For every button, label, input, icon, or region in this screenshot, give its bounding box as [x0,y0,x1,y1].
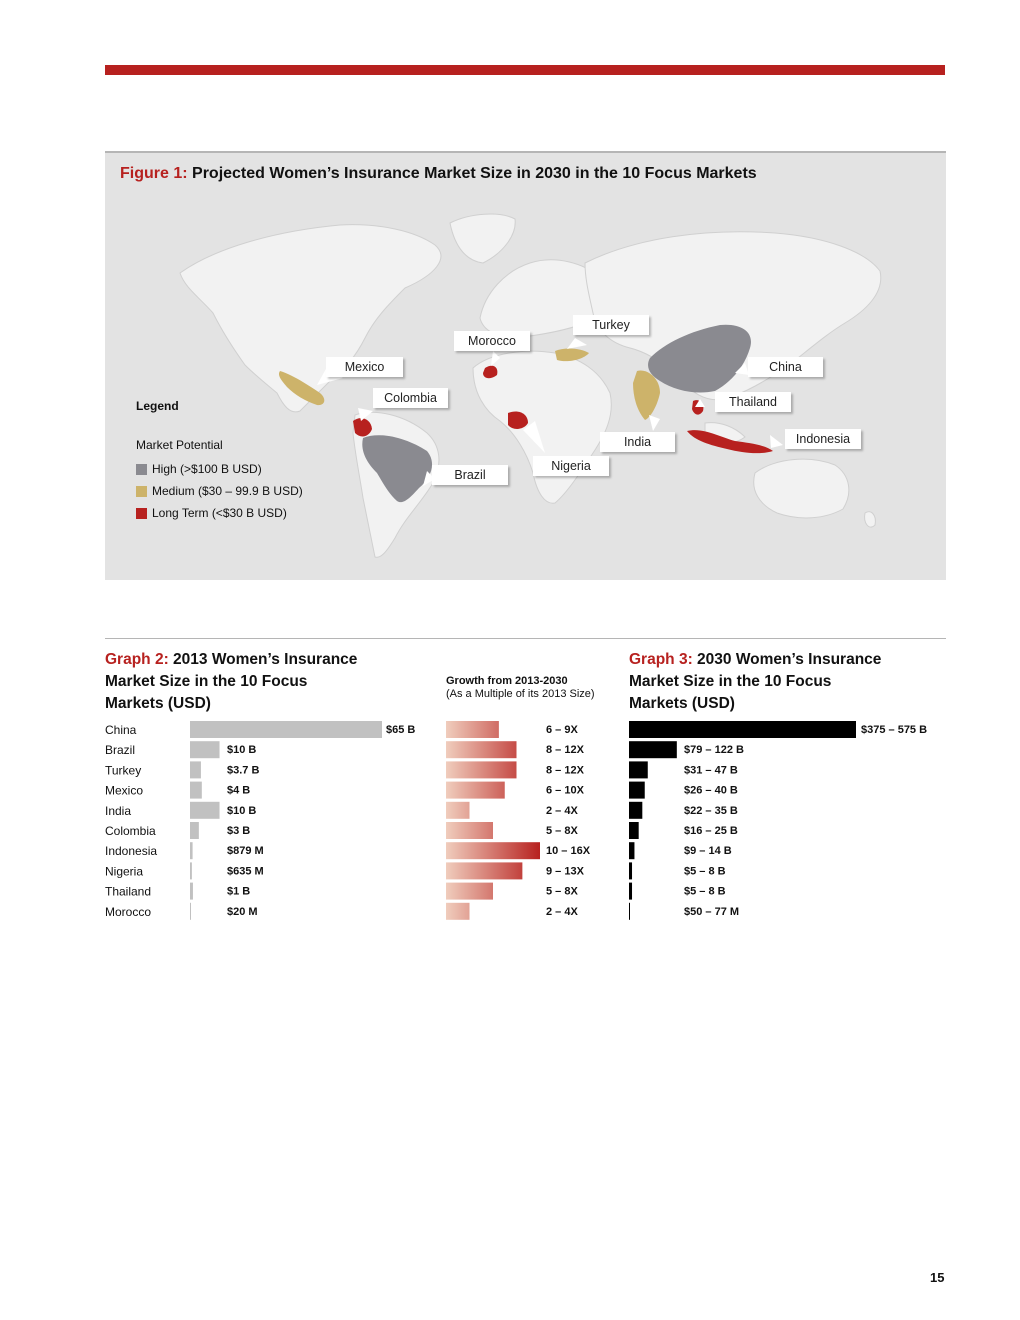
value-label-2013: $3.7 B [227,764,260,777]
page-number: 15 [930,1270,945,1285]
bar-2013 [190,842,193,859]
value-label-2030: $50 – 77 M [684,905,740,918]
bar-growth [446,842,540,859]
bar-growth [446,802,470,819]
bar-2030 [629,883,632,900]
value-label-2013: $20 M [227,905,258,918]
bar-2013 [190,903,191,920]
value-label-2030: $5 – 8 B [684,885,726,898]
bar-2030 [629,822,639,839]
legend-title: Legend [136,399,179,413]
graph2-title-line3: Markets (USD) [105,695,211,712]
value-label-growth: 10 – 16X [546,845,591,858]
growth-title-main: Growth from 2013-2030 [446,675,568,687]
value-label-2013: $879 M [227,845,264,858]
value-label-2030: $31 – 47 B [684,764,738,777]
category-label: Morocco [105,904,152,919]
bar-2030 [629,802,642,819]
value-label-growth: 8 – 12X [546,744,584,757]
bar-growth [446,721,499,738]
value-label-2030: $16 – 25 B [684,825,738,837]
bar-2030 [629,741,677,758]
figure-title-text: Projected Women’s Insurance Market Size in 2030 in the 10 Focus Markets [192,165,757,182]
bar-growth [446,903,470,920]
bar-2030 [629,721,856,738]
bar-growth [446,883,493,900]
value-label-2030: $375 – 575 B [861,724,928,736]
bar-2030 [629,842,634,859]
legend-label-longterm: Long Term (<$30 B USD) [152,506,287,520]
category-label: India [105,803,132,818]
callout-morocco: Morocco [454,331,530,351]
value-label-growth: 2 – 4X [546,804,578,817]
growth-title-sub: (As a Multiple of its 2013 Size) [446,688,595,700]
bar-growth [446,862,522,879]
bar-2013 [190,883,193,900]
callout-mexico: Mexico [326,357,403,377]
value-label-2030: $5 – 8 B [684,865,726,878]
category-label: Nigeria [105,864,144,879]
graph3-title-line1: 2030 Women’s Insurance [697,651,882,668]
value-label-2030: $26 – 40 B [684,784,738,797]
category-label: Colombia [105,824,156,838]
legend-subtitle: Market Potential [136,438,223,452]
bar-2013 [190,802,220,819]
bar-growth [446,782,505,799]
bar-growth [446,741,517,758]
graph2-title-line2: Market Size in the 10 Focus [105,673,308,690]
value-label-growth: 6 – 10X [546,784,584,797]
callout-brazil: Brazil [432,465,508,485]
bar-2030 [629,903,630,920]
bar-2030 [629,782,645,799]
value-label-2030: $9 – 14 B [684,845,732,858]
bar-2013 [190,721,382,738]
graph2-title-line1: 2013 Women’s Insurance [173,651,358,668]
category-label: China [105,723,137,737]
bar-2030 [629,862,632,879]
value-label-growth: 2 – 4X [546,905,578,918]
bar-growth [446,761,517,778]
graph3-title-line3: Markets (USD) [629,695,735,712]
callout-indonesia: Indonesia [785,429,861,449]
category-label: Mexico [105,783,144,798]
legend-label-high: High (>$100 B USD) [152,462,262,476]
category-label: Brazil [105,743,136,758]
callout-nigeria: Nigeria [533,456,609,476]
bar-2030 [629,761,648,778]
bar-2013 [190,782,202,799]
callout-china: China [748,357,823,377]
bar-2013 [190,862,192,879]
value-label-growth: 5 – 8X [546,825,578,837]
value-label-growth: 9 – 13X [546,865,584,878]
bar-2013 [190,822,199,839]
value-label-growth: 5 – 8X [546,885,578,898]
value-label-2013: $3 B [227,825,251,837]
value-label-growth: 8 – 12X [546,764,584,777]
value-label-2013: $1 B [227,885,251,898]
legend-label-medium: Medium ($30 – 99.9 B USD) [152,484,303,498]
callout-turkey: Turkey [573,315,649,335]
graph3-title-line2: Market Size in the 10 Focus [629,673,832,690]
value-label-growth: 6 – 9X [546,724,578,736]
callout-thailand: Thailand [715,392,791,412]
bar-2013 [190,761,201,778]
value-label-2013: $4 B [227,784,251,797]
value-label-2013: $65 B [386,724,416,736]
value-label-2030: $79 – 122 B [684,744,744,757]
callout-colombia: Colombia [373,388,448,408]
graph3-label: Graph 3: [629,651,693,668]
graph2-label: Graph 2: [105,651,169,668]
category-label: Thailand [105,884,152,899]
category-label: Turkey [105,763,142,778]
figure-label: Figure 1: [120,165,188,182]
value-label-2013: $10 B [227,744,257,757]
callout-india: India [600,432,675,452]
value-label-2013: $10 B [227,804,257,817]
category-label: Indonesia [105,844,158,859]
bar-growth [446,822,493,839]
value-label-2030: $22 – 35 B [684,804,738,817]
value-label-2013: $635 M [227,865,264,878]
bar-2013 [190,741,220,758]
